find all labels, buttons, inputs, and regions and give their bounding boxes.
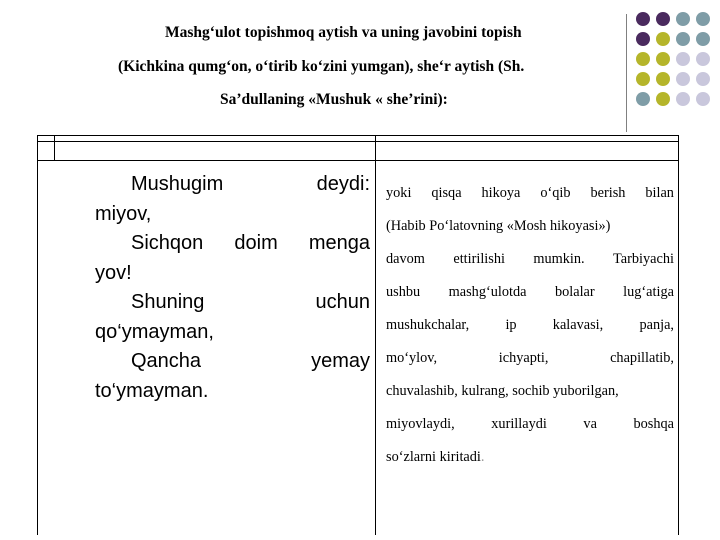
description-word: mashg‘ulotda <box>448 284 527 300</box>
decor-dot <box>636 12 650 26</box>
description-word: va <box>583 416 597 432</box>
description-word: qisqa <box>431 185 462 201</box>
poem-word: uchun <box>315 291 370 313</box>
poem-word: miyov, <box>95 202 152 225</box>
description-line <box>386 210 674 243</box>
poem-line <box>95 377 370 407</box>
table-header-rule-1 <box>37 141 679 142</box>
decor-dot <box>676 12 690 26</box>
description-column <box>386 177 674 474</box>
poem-word: yov! <box>95 261 132 284</box>
poem-line <box>95 259 370 289</box>
description-line <box>386 309 674 342</box>
decor-dot <box>696 52 710 66</box>
decor-dot <box>656 12 670 26</box>
poem-word: deydi: <box>316 173 370 195</box>
decor-dot <box>676 52 690 66</box>
header-line-3: Sa’dullaning «Mushuk « she’rini): <box>220 91 448 108</box>
poem-word: yemay <box>311 350 370 372</box>
description-word: boshqa <box>633 416 674 432</box>
description-line <box>386 276 674 309</box>
poem-line <box>95 288 370 318</box>
decor-dot <box>676 92 690 106</box>
decor-dot <box>696 32 710 46</box>
description-word: ettirilishi <box>453 251 505 267</box>
description-word: Tarbiyachi <box>613 251 674 267</box>
description-line <box>386 408 674 441</box>
poem-word: to‘ymayman. <box>95 379 209 402</box>
description-line <box>386 375 674 408</box>
description-word: bolalar <box>554 284 595 300</box>
decor-dot <box>676 32 690 46</box>
description-line <box>386 441 674 474</box>
header-line-2: (Kichkina qumg‘on, o‘tirib ko‘zini yumgan), she‘r aytish (Sh. <box>118 58 525 75</box>
table-column-divider <box>375 135 376 535</box>
description-word: panja, <box>639 317 674 333</box>
table-header-divider-left <box>54 135 55 160</box>
poem-line <box>95 347 370 377</box>
poem-word: qo‘ymayman, <box>95 320 214 343</box>
table-header-rule-2 <box>37 160 679 161</box>
description-word: miyovlaydi, <box>386 416 455 432</box>
description-word: berish <box>590 185 626 201</box>
description-word: (Habib Po‘latovning «Mosh hikoyasi») <box>386 218 611 234</box>
description-word: chuvalashib, kulrang, sochib yuborilgan, <box>386 383 619 399</box>
description-word: hikoya <box>481 185 521 201</box>
decor-dot <box>636 52 650 66</box>
poem-word: menga <box>308 232 370 254</box>
description-word: xurillaydi <box>491 416 547 432</box>
decor-dot <box>676 72 690 86</box>
decor-dot <box>696 72 710 86</box>
description-line <box>386 243 674 276</box>
decor-dot <box>636 72 650 86</box>
decor-dot <box>636 32 650 46</box>
decor-dot <box>656 72 670 86</box>
poem-word: Qancha <box>131 350 202 372</box>
poem-column <box>95 170 370 406</box>
decor-dot <box>696 12 710 26</box>
decorative-vertical-line <box>626 14 627 132</box>
decor-dot <box>656 52 670 66</box>
description-word: lug‘atiga <box>623 284 674 300</box>
description-word: kalavasi, <box>552 317 604 333</box>
description-word: chapillatib, <box>610 350 674 366</box>
description-line <box>386 177 674 210</box>
poem-word: doim <box>234 232 278 254</box>
description-word: ushbu <box>386 284 421 300</box>
description-word: bilan <box>645 185 674 201</box>
description-word: mushukchalar, <box>386 317 470 333</box>
decor-dot <box>636 92 650 106</box>
poem-line <box>95 170 370 200</box>
description-word: mumkin. <box>533 251 585 267</box>
description-word: ichyapti, <box>498 350 549 366</box>
table-top-border <box>37 135 679 136</box>
poem-line <box>95 200 370 230</box>
description-word: ip <box>505 317 517 333</box>
poem-word: Mushugim <box>131 173 224 195</box>
description-word: o‘qib <box>540 185 571 201</box>
trailing-period: . <box>480 449 485 465</box>
poem-word: Shuning <box>131 291 205 313</box>
description-word: davom <box>386 251 425 267</box>
poem-word: Sichqon <box>131 232 204 254</box>
description-word: mo‘ylov, <box>386 350 438 366</box>
header-line-1: Mashg‘ulot topishmoq aytish va uning javobini topish <box>165 24 522 41</box>
decor-dot <box>696 92 710 106</box>
poem-line <box>95 318 370 348</box>
description-line <box>386 342 674 375</box>
description-word: yoki <box>386 185 412 201</box>
decor-dot <box>656 92 670 106</box>
description-word: so‘zlarni kiritadi <box>386 449 481 465</box>
decor-dot <box>656 32 670 46</box>
poem-line <box>95 229 370 259</box>
